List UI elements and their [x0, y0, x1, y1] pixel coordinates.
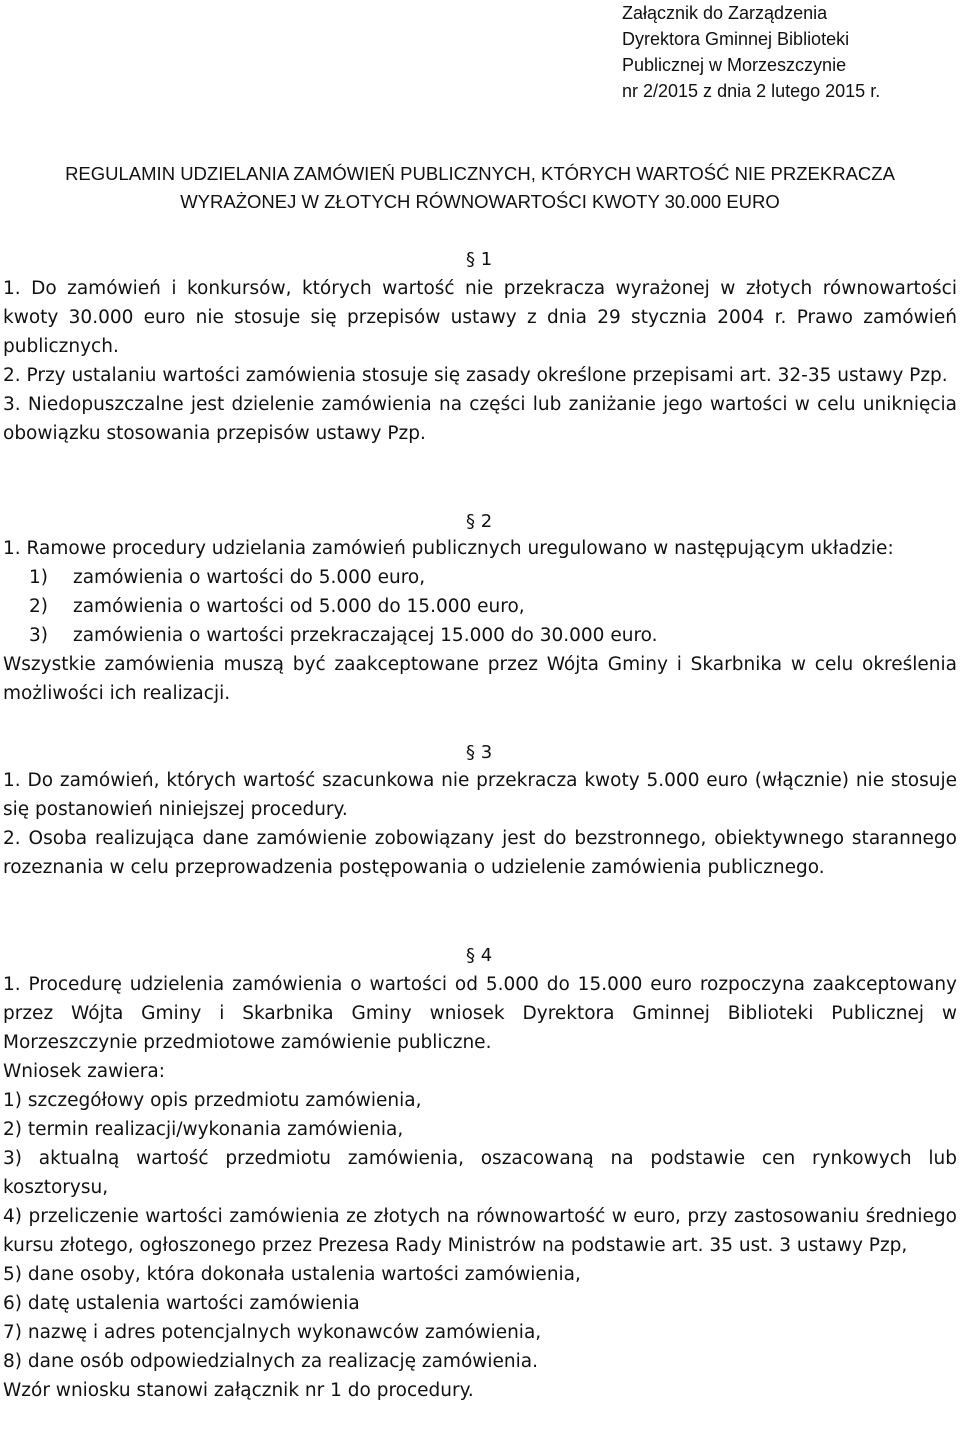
list-text: zamówienia o wartości od 5.000 do 15.000 euro, — [73, 596, 525, 617]
list-item: 1) szczegółowy opis przedmiotu zamówienia, — [3, 1090, 422, 1111]
section-4-paragraph-1: 1. Procedurę udzielenia zamówienia o wartości od 5.000 do 15.000 euro rozpoczyna zaakceptowany przez Wójta Gminy i Skarbnika Gminy wniosek Dyrektora Gminnej Biblioteki Publicznej w Morzeszczynie przedmiotowe zamówienie publiczne. — [3, 974, 957, 1053]
title-line-1: REGULAMIN UDZIELANIA ZAMÓWIEŃ PUBLICZNYCH, KTÓRYCH WARTOŚĆ NIE PRZEKRACZA — [65, 163, 895, 184]
list-item: 8) dane osób odpowiedzialnych za realizację zamówienia. — [3, 1351, 539, 1372]
section-1-paragraph-3: 3. Niedopuszczalne jest dzielenie zamówienia na części lub zaniżanie jego wartości w celu uniknięcia obowiązku stosowania przepisów ustawy Pzp. — [3, 394, 957, 444]
list-text: zamówienia o wartości do 5.000 euro, — [73, 567, 426, 588]
attachment-header — [622, 0, 880, 104]
list-item: 6) datę ustalenia wartości zamówienia — [3, 1293, 360, 1314]
list-item: 3) aktualną wartość przedmiotu zamówienia, oszacowaną na podstawie cen rynkowych lub kosztorysu, — [3, 1148, 957, 1198]
header-line: Załącznik do Zarządzenia — [622, 3, 828, 23]
section-1-paragraph-2: 2. Przy ustalaniu wartości zamówienia stosuje się zasady określone przepisami art. 32-35 ustawy Pzp. — [3, 365, 948, 386]
section-3-paragraph-2: 2. Osoba realizująca dane zamówienie zobowiązany jest do bezstronnego, obiektywnego starannego rozeznania w celu przeprowadzenia postępowania o udzielenie zamówienia publicznego. — [3, 828, 957, 878]
section-mark-3: § 3 — [466, 742, 493, 763]
section-mark-1: § 1 — [466, 249, 493, 270]
list-item: 4) przeliczenie wartości zamówienia ze złotych na równowartość w euro, przy zastosowaniu średniego kursu złotego, ogłoszonego przez Prezesa Rady Ministrów na podstawie art. 35 ust. 3 ustawy Pzp, — [3, 1206, 957, 1256]
section-mark-4: § 4 — [466, 945, 493, 966]
section-4-intro: Wniosek zawiera: — [3, 1061, 165, 1082]
list-item: 5) dane osoby, która dokonała ustalenia wartości zamówienia, — [3, 1264, 581, 1285]
list-item: 7) nazwę i adres potencjalnych wykonawców zamówienia, — [3, 1322, 542, 1343]
title-line-2: WYRAŻONEJ W ZŁOTYCH RÓWNOWARTOŚCI KWOTY 30.000 EURO — [180, 191, 780, 212]
section-3-body — [3, 766, 957, 882]
list-item — [3, 621, 957, 650]
list-item — [3, 592, 957, 621]
header-line: Publicznej w Morzeszczynie — [622, 55, 847, 75]
section-2-body — [3, 534, 957, 708]
header-line: nr 2/2015 z dnia 2 lutego 2015 r. — [622, 81, 881, 101]
list-text: zamówienia o wartości przekraczającej 15.000 do 30.000 euro. — [73, 625, 658, 646]
section-1-paragraph-1: 1. Do zamówień i konkursów, których wartość nie przekracza wyrażonej w złotych równowartości kwoty 30.000 euro nie stosuje się przepisów ustawy z dnia 29 stycznia 2004 r. Prawo zamówień publicznych. — [3, 278, 957, 357]
list-item: 2) termin realizacji/wykonania zamówienia, — [3, 1119, 404, 1140]
list-item — [3, 563, 957, 592]
section-4-closing: Wzór wniosku stanowi załącznik nr 1 do procedury. — [3, 1380, 474, 1401]
section-1-body — [3, 274, 957, 448]
section-3-paragraph-1: 1. Do zamówień, których wartość szacunkowa nie przekracza kwoty 5.000 euro (włącznie) nie stosuje się postanowień niniejszej procedury. — [3, 770, 957, 820]
section-mark-2: § 2 — [466, 511, 493, 532]
list-number: 2) — [29, 596, 48, 617]
section-2-paragraph-1: 1. Ramowe procedury udzielania zamówień publicznych uregulowano w następującym układzie: — [3, 538, 894, 559]
section-4-body — [3, 970, 957, 1405]
document-title — [0, 160, 960, 216]
list-number: 3) — [29, 625, 48, 646]
list-number: 1) — [29, 567, 48, 588]
header-line: Dyrektora Gminnej Biblioteki — [622, 29, 850, 49]
section-2-paragraph-2: Wszystkie zamówienia muszą być zaakceptowane przez Wójta Gminy i Skarbnika w celu określenia możliwości ich realizacji. — [3, 654, 957, 704]
